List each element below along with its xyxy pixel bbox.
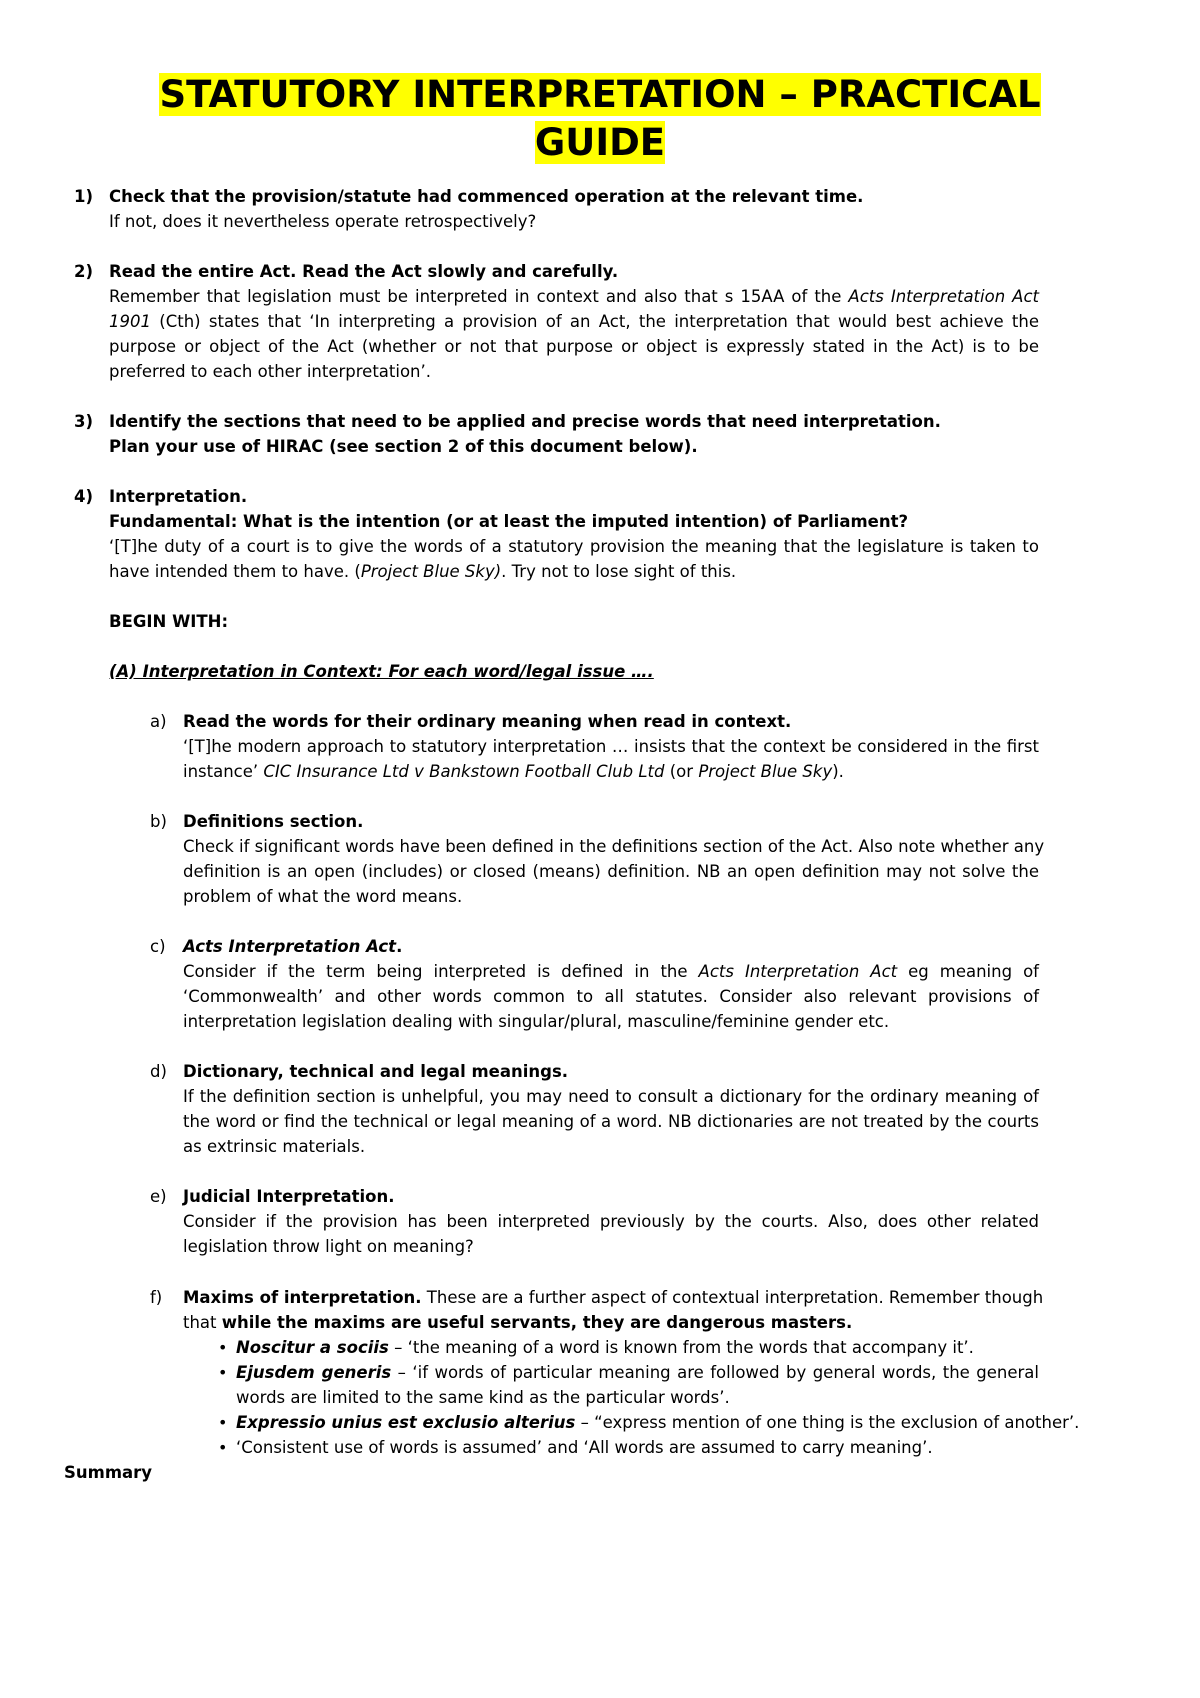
sub-d-heading: Dictionary, technical and legal meanings. bbox=[183, 1062, 569, 1081]
maxim-1: Noscitur a sociis – ‘the meaning of a word is known from the words that accompany it’. bbox=[236, 1338, 974, 1357]
sub-b-line-2: definition is an open (includes) or closed (means) definition. NB an open definition may not solve the bbox=[183, 862, 1039, 881]
document-title-line-1: STATUTORY INTERPRETATION – PRACTICAL bbox=[159, 73, 1041, 116]
item-1-body: If not, does it nevertheless operate retrospectively? bbox=[109, 212, 537, 231]
sub-b-line-3: problem of what the word means. bbox=[183, 887, 463, 906]
bullet-4: • bbox=[218, 1438, 228, 1457]
item-3-number: 3) bbox=[74, 412, 94, 431]
item-4-quote-line-1: ‘[T]he duty of a court is to give the words of a statutory provision the meaning that the legislature is taken to bbox=[109, 537, 1039, 556]
bullet-2: • bbox=[218, 1363, 228, 1382]
item-4-fundamental: Fundamental: What is the intention (or at least the imputed intention) of Parliament? bbox=[109, 512, 909, 531]
item-2-number: 2) bbox=[74, 262, 94, 281]
item-4-heading: Interpretation. bbox=[109, 487, 248, 506]
sub-d-letter: d) bbox=[150, 1062, 167, 1081]
item-3-heading: Identify the sections that need to be applied and precise words that need interpretation. bbox=[109, 412, 941, 431]
sub-a-heading: Read the words for their ordinary meaning when read in context. bbox=[183, 712, 792, 731]
sub-c-line-1: Consider if the term being interpreted is defined in the Acts Interpretation Act eg meaning of bbox=[183, 962, 1039, 981]
sub-a-line-2: instance’ CIC Insurance Ltd v Bankstown Football Club Ltd (or Project Blue Sky). bbox=[183, 762, 844, 781]
sub-e-line-2: legislation throw light on meaning? bbox=[183, 1237, 474, 1256]
item-4-number: 4) bbox=[74, 487, 94, 506]
begin-with-label: BEGIN WITH: bbox=[109, 612, 229, 631]
item-1-heading: Check that the provision/statute had commenced operation at the relevant time. bbox=[109, 187, 864, 206]
bullet-1: • bbox=[218, 1338, 228, 1357]
sub-c-heading: Acts Interpretation Act. bbox=[183, 937, 403, 956]
sub-b-line-1: Check if significant words have been defined in the definitions section of the Act. Also note whether any bbox=[183, 837, 1045, 856]
sub-f-line-1: Maxims of interpretation. These are a further aspect of contextual interpretation. Remember though bbox=[183, 1288, 1044, 1307]
sub-c-line-3: interpretation legislation dealing with singular/plural, masculine/feminine gender etc. bbox=[183, 1012, 890, 1031]
sub-a-line-1: ‘[T]he modern approach to statutory interpretation … insists that the context be considered in the first bbox=[183, 737, 1039, 756]
item-2-line-2: 1901 (Cth) states that ‘In interpreting a provision of an Act, the interpretation that would best achieve the bbox=[109, 312, 1039, 331]
maxim-3: Expressio unius est exclusio alterius – “express mention of one thing is the exclusion of another’. bbox=[236, 1413, 1080, 1432]
sub-e-heading: Judicial Interpretation. bbox=[183, 1187, 395, 1206]
section-a-heading: (A) Interpretation in Context: For each word/legal issue …. bbox=[109, 662, 654, 681]
sub-f-line-2: that while the maxims are useful servants, they are dangerous masters. bbox=[183, 1313, 853, 1332]
item-3-subheading: Plan your use of HIRAC (see section 2 of this document below). bbox=[109, 437, 698, 456]
item-2-line-3: purpose or object of the Act (whether or not that purpose or object is expressly stated in the Act) is to be bbox=[109, 337, 1039, 356]
maxim-2-line-2: words are limited to the same kind as the particular words’. bbox=[236, 1388, 730, 1407]
footer-summary: Summary bbox=[64, 1463, 153, 1482]
sub-d-line-1: If the definition section is unhelpful, you may need to consult a dictionary for the ordinary meaning of bbox=[183, 1087, 1039, 1106]
sub-f-letter: f) bbox=[150, 1288, 163, 1307]
sub-d-line-3: as extrinsic materials. bbox=[183, 1137, 366, 1156]
item-2-line-4: preferred to each other interpretation’. bbox=[109, 362, 432, 381]
sub-b-letter: b) bbox=[150, 812, 167, 831]
document-title-line-2: GUIDE bbox=[534, 121, 666, 164]
item-1-number: 1) bbox=[74, 187, 94, 206]
bullet-3: • bbox=[218, 1413, 228, 1432]
sub-a-letter: a) bbox=[150, 712, 167, 731]
sub-e-letter: e) bbox=[150, 1187, 167, 1206]
item-4-quote-line-2: have intended them to have. (Project Blue Sky). Try not to lose sight of this. bbox=[109, 562, 737, 581]
maxim-4: ‘Consistent use of words is assumed’ and ‘All words are assumed to carry meaning’. bbox=[236, 1438, 933, 1457]
sub-d-line-2: the word or find the technical or legal meaning of a word. NB dictionaries are not treated by the courts bbox=[183, 1112, 1039, 1131]
sub-c-letter: c) bbox=[150, 937, 166, 956]
item-2-heading: Read the entire Act. Read the Act slowly and carefully. bbox=[109, 262, 619, 281]
item-2-line-1: Remember that legislation must be interpreted in context and also that s 15AA of the Acts Interpretation Act bbox=[109, 287, 1039, 306]
sub-b-heading: Definitions section. bbox=[183, 812, 364, 831]
sub-c-line-2: ‘Commonwealth’ and other words common to all statutes. Consider also relevant provisions of bbox=[183, 987, 1039, 1006]
sub-e-line-1: Consider if the provision has been interpreted previously by the courts. Also, does other related bbox=[183, 1212, 1039, 1231]
maxim-2-line-1: Ejusdem generis – ‘if words of particular meaning are followed by general words, the general bbox=[236, 1363, 1039, 1382]
